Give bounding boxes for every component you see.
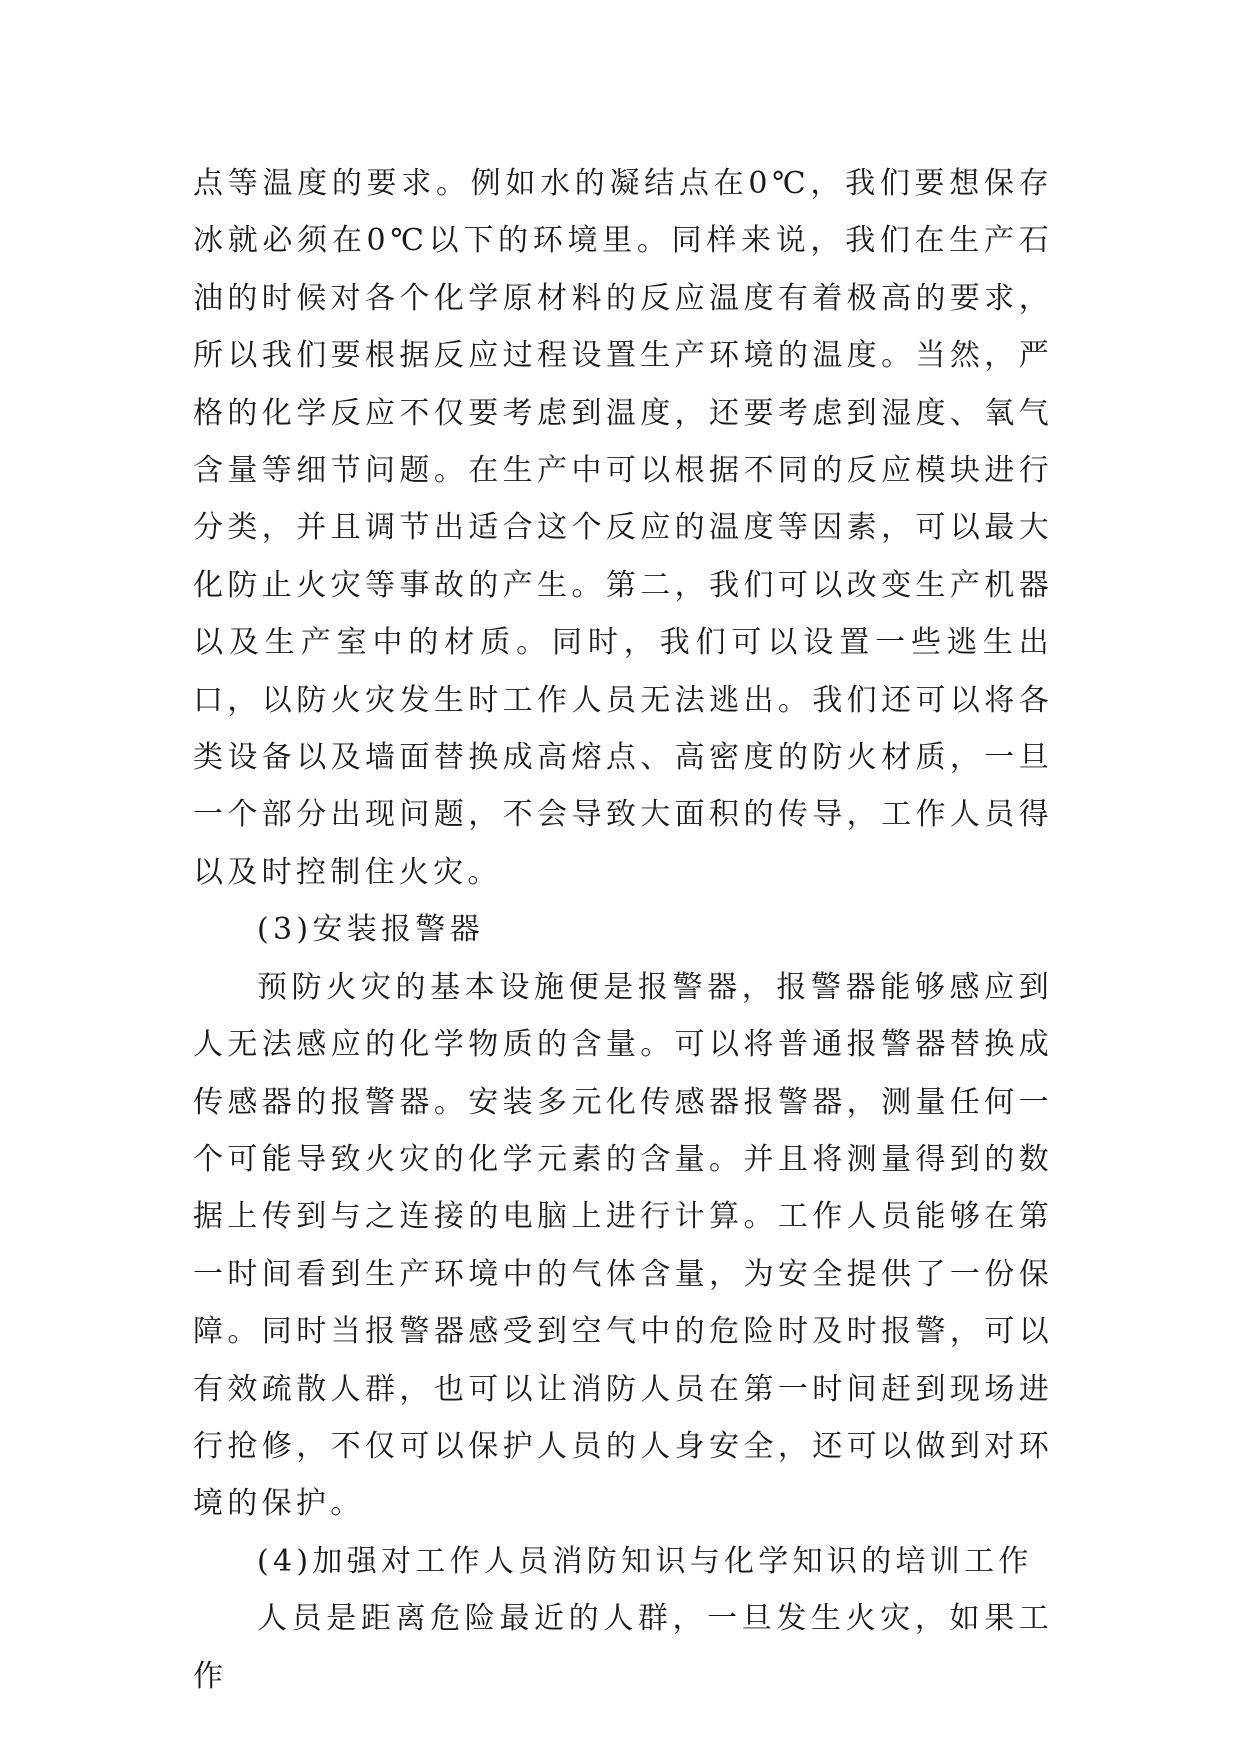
document-page <box>193 155 1053 1705</box>
section-heading-install-alarm: (3)安装报警器 <box>257 912 484 948</box>
section-heading-training: (4)加强对工作人员消防知识与化学知识的培训工作 <box>257 1543 1033 1579</box>
paragraph-continued: 点等温度的要求。例如水的凝结点在0℃，我们要想保存冰就必须在0℃以下的环境里。同样来说，我们在生产石油的时候对各个化学原材料的反应温度有着极高的要求，所以我们要根据反应过程设置生产环境的温度。当然，严格的化学反应不仅要考虑到温度，还要考虑到湿度、氧气含量等细节问题。在生产中可以根据不同的反应模块进行分类，并且调节出适合这个反应的温度等因素，可以最大化防止火灾等事故的产生。第二，我们可以改变生产机器以及生产室中的材质。同时，我们可以设置一些逃生出口，以防火灾发生时工作人员无法逃出。我们还可以将各类设备以及墙面替换成高熔点、高密度的防火材质，一旦一个部分出现问题，不会导致大面积的传导，工作人员得以及时控制住火灾。 <box>193 166 1053 890</box>
paragraph-alarm: 预防火灾的基本设施便是报警器，报警器能够感应到人无法感应的化学物质的含量。可以将普通报警器替换成传感器的报警器。安装多元化传感器报警器，测量任何一个可能导致火灾的化学元素的含量。并且将测量得到的数据上传到与之连接的电脑上进行计算。工作人员能够在第一时间看到生产环境中的气体含量，为安全提供了一份保障。同时当报警器感受到空气中的危险时及时报警，可以有效疏散人群，也可以让消防人员在第一时间赶到现场进行抢修，不仅可以保护人员的人身安全，还可以做到对环境的保护。 <box>193 969 1053 1522</box>
paragraph-training: 人员是距离危险最近的人群，一旦发生火灾，如果工作 <box>193 1601 1053 1694</box>
